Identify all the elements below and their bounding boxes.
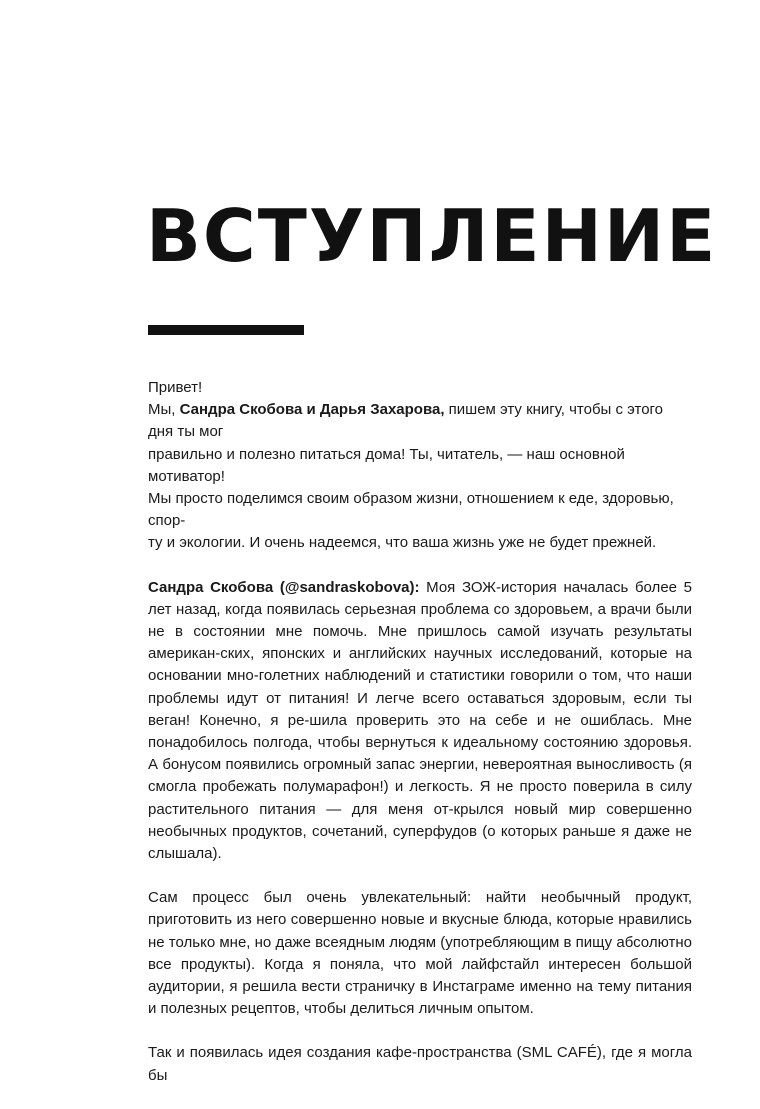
cafe-paragraph: Так и появилась идея создания кафе-пространства (SML CAFÉ), где я могла бы — [148, 1044, 692, 1084]
intro-paragraph — [148, 377, 692, 555]
sandra-handle: Сандра Скобова (@sandraskobova): — [148, 578, 420, 596]
authors-line-suffix: пишем эту книгу, чтобы с этого дня ты мог — [148, 401, 664, 441]
greeting-line: Привет! — [148, 379, 203, 396]
title-underline-rule — [148, 325, 304, 335]
sandra-story-paragraph — [148, 577, 692, 866]
sandra-story-text: Моя ЗОЖ-история началась более 5 лет назад, когда появилась серьезная проблема со здоровьем, а врачи были не в состоянии мне помочь. Мне пришлось самой изучать результаты американ-ских, японских и английских научных исследований, которые на основании мно-голетних наблюдений и статистики говорили о том, что наши проблемы идут от питания! И легче всего оставаться здоровым, если ты веган! Конечно, я ре-шила проверить это на себе и не ошиблась. Мне понадобилось полгода, чтобы вернуться к идеальному состоянию здоровья. А бонусом появились огромный запас энергии, невероятная выносливость (я смогла пробежать полумарафон!) и легкость. Я не просто поверила в силу растительного питания — для меня от-крылся новый мир совершенно необычных продуктов, сочетаний, суперфудов (о которых раньше я даже не слышала). — [148, 578, 692, 863]
authors-line-prefix: Мы, — [148, 401, 180, 419]
intro-line-3: Мы просто поделимся своим образом жизни, отношением к еде, здоровью, спор- — [148, 490, 674, 530]
chapter-title: ВСТУПЛЕНИЕ — [146, 194, 718, 278]
chapter-body — [148, 377, 692, 1109]
authors-names: Сандра Скобова и Дарья Захарова, — [179, 401, 445, 419]
process-paragraph: Сам процесс был очень увлекательный: найти необычный продукт, приготовить из него совершенно новые и вкусные блюда, которые нравились не только мне, но даже всеядным людям (употребляющим в пищу абсолютно все продукты). Когда я поняла, что мой лайфстайл интересен большой аудитории, я решила вести страничку в Инстаграме именно на тему питания и полезных рецептов, чтобы делиться личным опытом. — [148, 889, 692, 1018]
authors-line — [148, 399, 692, 443]
intro-line-4: ту и экологии. И очень надеемся, что ваша жизнь уже не будет прежней. — [148, 534, 657, 552]
intro-line-2: правильно и полезно питаться дома! Ты, читатель, — наш основной мотиватор! — [148, 445, 625, 485]
